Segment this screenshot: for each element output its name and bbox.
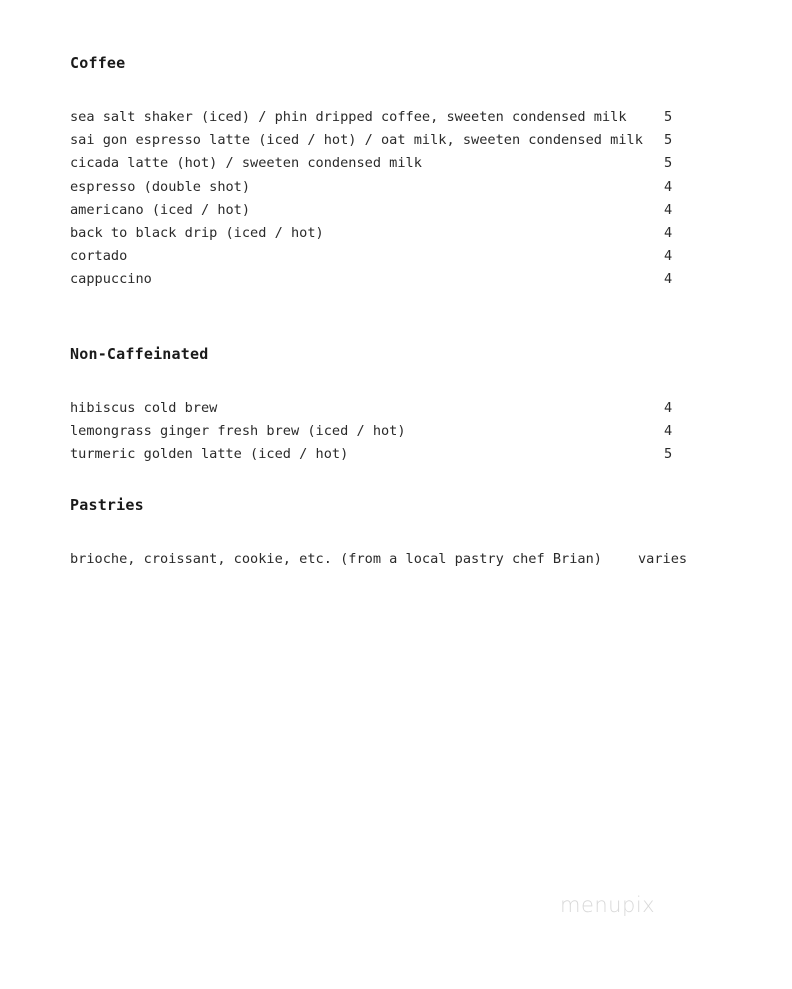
item-name: cicada latte (hot) / sweeten condensed milk (70, 155, 422, 172)
item-price: 5 (664, 155, 673, 172)
item-name: espresso (double shot) (70, 178, 251, 195)
item-name: lemongrass ginger fresh brew (iced / hot) (70, 423, 406, 440)
item-name: back to black drip (iced / hot) (70, 224, 324, 241)
section-title-coffee: Coffee (70, 54, 126, 72)
item-name: cappuccino (70, 271, 152, 288)
item-price: 4 (664, 271, 673, 288)
menu-item (70, 222, 690, 245)
menu-item (70, 397, 690, 420)
item-price: varies (638, 551, 688, 567)
item-price: 5 (664, 446, 673, 463)
menu-item (70, 268, 690, 291)
menu-item (70, 176, 690, 199)
pastries-list (70, 548, 690, 571)
menu-item (70, 129, 690, 152)
menu-item (70, 420, 690, 443)
item-name: turmeric golden latte (iced / hot) (70, 446, 349, 463)
section-title-non-caffeinated: Non-Caffeinated (70, 345, 209, 363)
item-price: 4 (664, 224, 673, 241)
watermark-logo: menupix (560, 893, 656, 917)
menu-item (70, 443, 690, 466)
item-name: hibiscus cold brew (70, 400, 218, 416)
item-name: sea salt shaker (iced) / phin dripped coffee, sweeten condensed milk (70, 109, 627, 125)
item-price: 4 (664, 423, 673, 440)
non-caffeinated-list (70, 397, 690, 467)
item-name: cortado (70, 248, 128, 265)
item-name: brioche, croissant, cookie, etc. (from a local pastry chef Brian) (70, 551, 602, 567)
menu-item (70, 152, 690, 175)
coffee-list (70, 106, 690, 292)
menu-item (70, 199, 690, 222)
item-price: 4 (664, 248, 673, 265)
item-price: 5 (664, 109, 673, 125)
item-name: sai gon espresso latte (iced / hot) / oat milk, sweeten condensed milk (70, 132, 643, 149)
section-title-pastries: Pastries (70, 496, 144, 514)
item-price: 4 (664, 178, 673, 195)
menu-item (70, 245, 690, 268)
item-name: americano (iced / hot) (70, 201, 251, 218)
item-price: 5 (664, 132, 673, 149)
menu-item (70, 106, 690, 129)
item-price: 4 (664, 400, 673, 416)
menu-item (70, 548, 690, 571)
item-price: 4 (664, 201, 673, 218)
